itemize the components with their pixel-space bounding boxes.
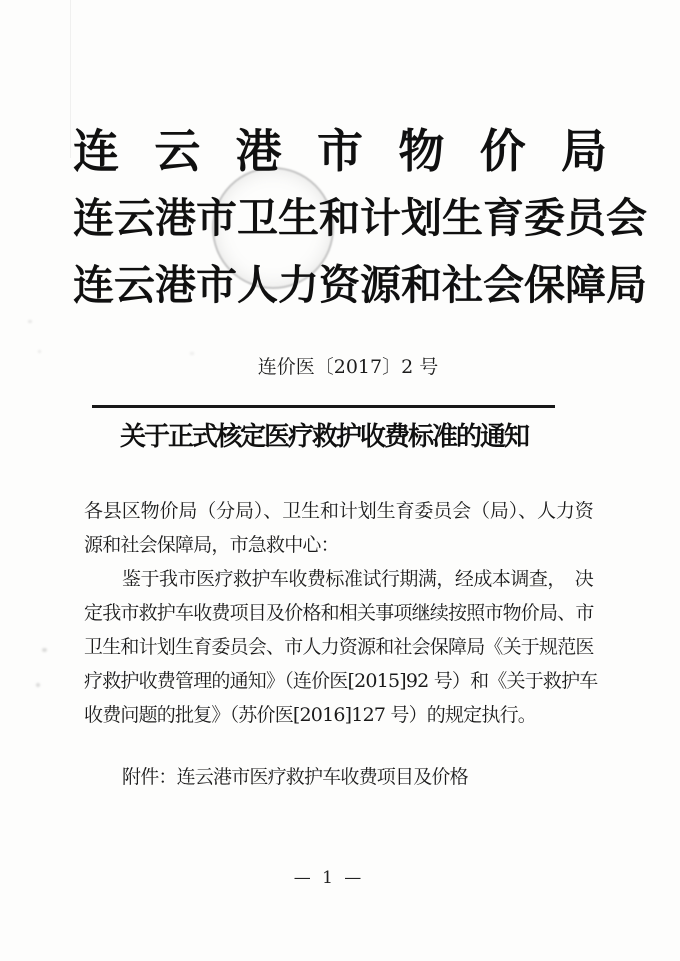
- paragraph-line-4: 疗救护收费管理的通知》（连价医[2015]92 号）和《关于救护车: [84, 670, 598, 692]
- paragraph-line-3: 卫生和计划生育委员会、市人力资源和社会保障局《关于规范医: [84, 636, 594, 658]
- document-title: 关于正式核定医疗救护收费标准的通知: [119, 422, 528, 452]
- agency-name-line-3: 连云港市人力资源和社会保障局: [73, 261, 647, 309]
- paragraph-line-5: 收费问题的批复》（苏价医[2016]127 号）的规定执行。: [84, 704, 536, 726]
- document-content: [0, 118, 680, 794]
- document-body: [0, 494, 680, 794]
- agency-name-line-2: 连云港市卫生和计划生育委员会: [73, 194, 647, 242]
- page-number: — 1 —: [293, 868, 365, 888]
- letterhead: [0, 118, 680, 319]
- document-reference-number: 连价医〔2017〕2 号: [257, 356, 439, 378]
- attachment-reference-line: 附件：连云港市医疗救护车收费项目及价格: [122, 766, 468, 788]
- paragraph-line-2: 定我市救护车收费项目及价格和相关事项继续按照市物价局、市: [84, 602, 594, 624]
- recipients-line-2: 源和社会保障局，市急救中心：: [84, 534, 339, 556]
- agency-name-line-1: 连云港市物价局: [73, 124, 607, 178]
- letterhead-divider-rule: [92, 405, 555, 408]
- paragraph-line-1: 鉴于我市医疗救护车收费标准试行期满，经成本调查， 决: [122, 568, 593, 590]
- recipients-line-1: 各县区物价局（分局）、卫生和计划生育委员会（局）、人力资: [84, 500, 593, 522]
- recipients-paragraph: [84, 494, 593, 562]
- main-paragraph: [84, 562, 598, 732]
